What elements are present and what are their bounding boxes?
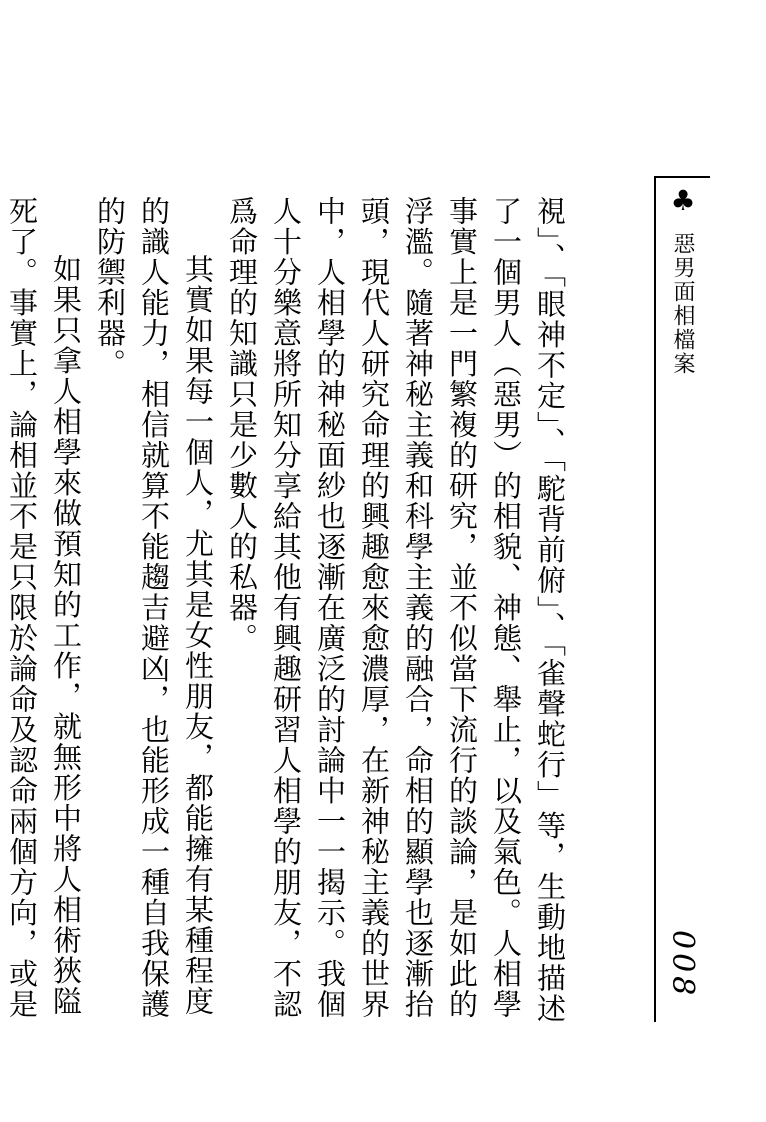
header-divider-line <box>654 176 656 1022</box>
paragraph: 視」、「眼神不定」、「駝背前俯」、「雀聲蛇行」等，生動地描述了一個男人（惡男）的相貌、神態、舉止，以及氣色。人相學事實上是一門繁複的研究，並不似當下流行的談論，是如此的浮濫。隨著神秘主義和科學主義的融合，命相的顯學也逐漸抬頭，現代人研究命理的興趣愈來愈濃厚，在新神秘主義的世界中，人相學的神秘面紗也逐漸在廣泛的討論中一一揭示。我個人十分樂意將所知分享給其他有興趣研習人相學的朋友，不認爲命理的知識只是少數人的私器。 <box>225 196 567 1024</box>
paragraph: 如果只拿人相學來做預知的工作，就無形中將人相術狹隘死了。事實上，論相並不是只限於論命及認命兩個方向，或是 <box>5 196 83 1020</box>
club-icon: ♣ <box>670 184 696 217</box>
header-top-rule <box>656 176 710 178</box>
page-number: 008 <box>665 930 700 1000</box>
paragraph: 其實如果每一個人，尤其是女性朋友，都能擁有某種程度的識人能力，相信就算不能趨吉避凶，也能形成一種自我保護的防禦利器。 <box>93 196 215 1020</box>
body-text <box>0 196 572 1032</box>
book-title: 惡男面相檔案 <box>670 232 695 376</box>
